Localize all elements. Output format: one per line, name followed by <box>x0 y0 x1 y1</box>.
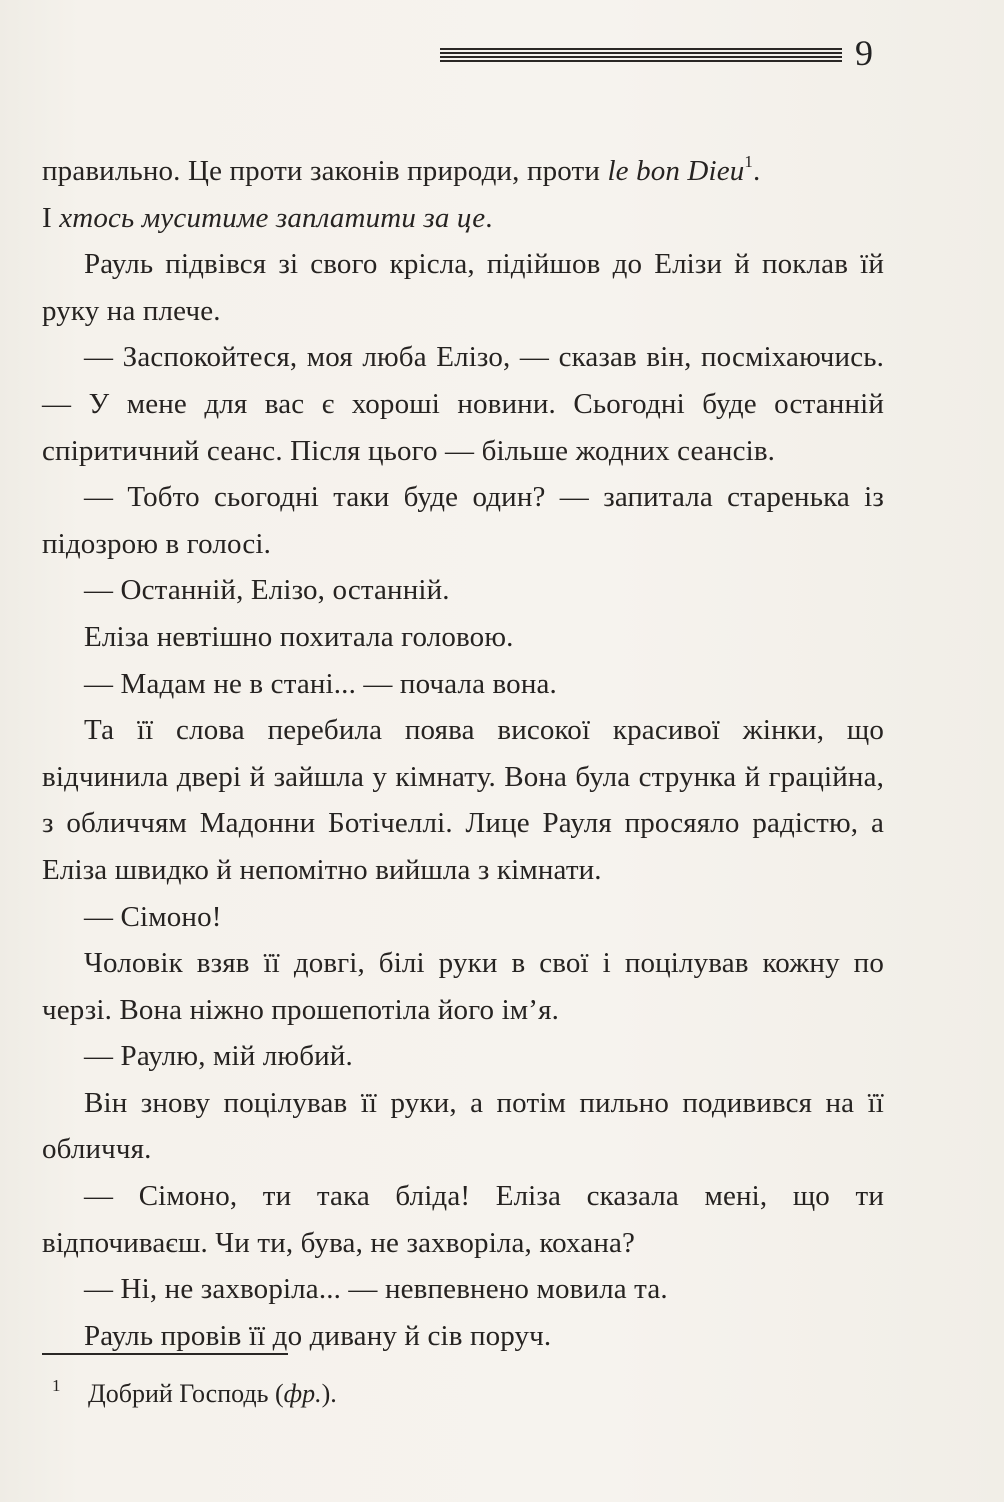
paragraph: Еліза невтішно похитала головою. <box>84 620 514 653</box>
footnote-rule <box>42 1353 288 1355</box>
footnote-language-abbr: фр. <box>283 1379 322 1408</box>
paragraph-1-line2-start: І <box>42 201 60 234</box>
paragraph: Та її слова перебила поява високої красивої жінки, що відчинила двері й зайшла у кімнату. Вона була струнка й граційна, з обличчям Мадонни Ботічеллі. Лице Рауля просяяло радістю, а Еліза швидко й непомітно вийшла з кімнати. <box>42 714 884 886</box>
running-header-rule <box>440 48 842 62</box>
paragraph: — Сімоно! <box>84 900 222 933</box>
paragraph: — Ні, не захворіла... — невпевнено мовила та. <box>84 1273 668 1306</box>
paragraph: — Останній, Елізо, останній. <box>84 574 450 607</box>
body-text <box>42 148 884 1359</box>
paragraph: — Тобто сьогодні таки буде один? — запитала старенька із підозрою в голосі. <box>42 481 884 560</box>
footnote-text <box>88 1376 337 1412</box>
emphasis-text: хтось муситиме заплатити за це <box>59 201 486 234</box>
paragraph: Чоловік взяв її довгі, білі руки в свої і поцілував кожну по черзі. Вона ніжно прошепотіла його ім’я. <box>42 947 884 1026</box>
paragraph: — Заспокойтеся, моя люба Елізо, — сказав він, посміхаючись. — У мене для вас є хороші новини. Сьогодні буде останній спіритичний сеанс. Після цього — більше жодних сеансів. <box>42 341 884 467</box>
paragraph: — Мадам не в стані... — почала вона. <box>84 667 557 700</box>
paragraph: — Раулю, мій любий. <box>84 1040 353 1073</box>
foreign-phrase: le bon Dieu <box>607 155 745 187</box>
footnote-marker: 1 <box>52 1376 61 1395</box>
paragraph-1-end: . <box>753 155 761 187</box>
footnote-reference: 1 <box>744 152 754 171</box>
paragraph: Рауль провів її до дивану й сів поруч. <box>84 1319 552 1352</box>
footnote-text-end: ). <box>321 1379 337 1408</box>
paragraph-1 <box>42 148 884 241</box>
paragraph-1-line2-end: . <box>485 201 493 234</box>
footnote-text-start: Добрий Господь ( <box>88 1379 284 1408</box>
page-number: 9 <box>855 33 873 73</box>
paragraph: Рауль підвівся зі свого крісла, підійшов до Елізи й поклав їй руку на плече. <box>42 248 884 327</box>
paragraph-1-text: правильно. Це проти законів природи, проти <box>42 155 608 187</box>
paragraph: Він знову поцілував її руки, а потім пильно подивився на її обличчя. <box>42 1086 884 1166</box>
paragraph: — Сімоно, ти така бліда! Еліза сказала мені, що ти відпочиваєш. Чи ти, бува, не захворіла, кохана? <box>42 1180 884 1259</box>
